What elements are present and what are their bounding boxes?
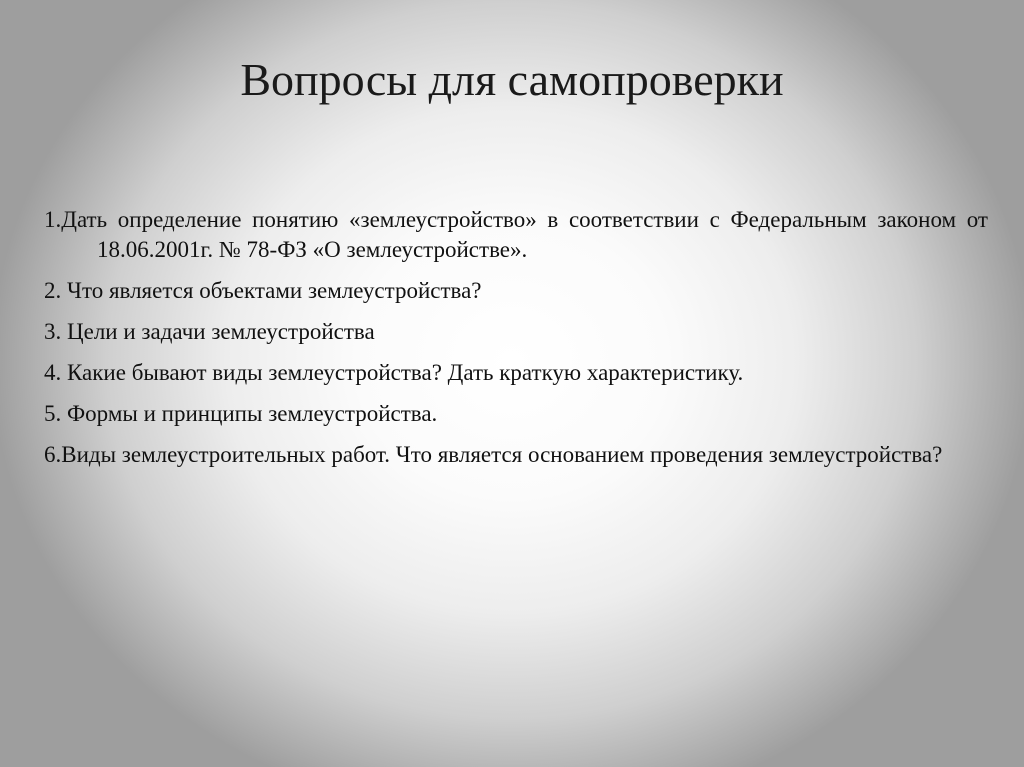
question-item-2: 2. Что является объектами землеустройства? xyxy=(44,278,482,303)
slide-title: Вопросы для самопроверки xyxy=(240,54,784,105)
question-item-1: 1.Дать определение понятию «землеустройство» в соответствии с Федеральным законом от 18.06.2001г. № 78-ФЗ «О землеустройстве». xyxy=(44,207,988,262)
question-item-3: 3. Цели и задачи землеустройства xyxy=(44,319,375,344)
question-item-4: 4. Какие бывают виды землеустройства? Дать краткую характеристику. xyxy=(44,360,744,385)
question-item-5: 5. Формы и принципы землеустройства. xyxy=(44,401,438,426)
question-item-6: 6.Виды землеустроительных работ. Что является основанием проведения землеустройства? xyxy=(44,442,943,467)
questions-list xyxy=(44,205,988,481)
